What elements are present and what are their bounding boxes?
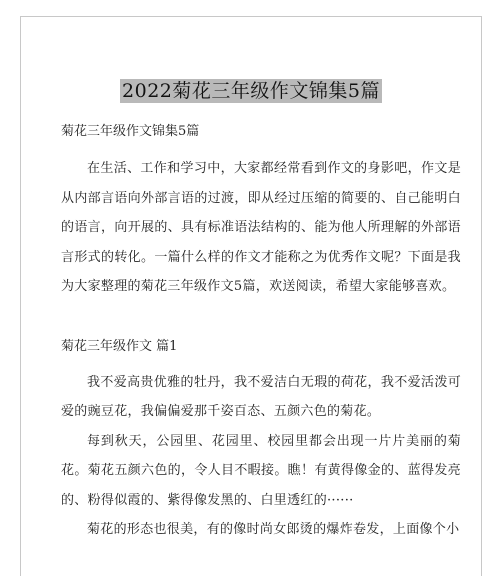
document-title: 2022菊花三年级作文锦集5篇 (122, 80, 380, 102)
document-body (61, 123, 461, 545)
essay1-heading: 菊花三年级作文 篇1 (61, 338, 178, 354)
essay1-paragraph-2: 每到秋天，公园里、花园里、校园里都会出现一片片美丽的菊花。菊花五颜六色的，令人目不暇接。瞧！有黄得像金的、蓝得发亮的、粉得似霞的、紫得像发黑的、白里透红的······ (61, 433, 461, 508)
title-container (21, 79, 481, 103)
intro-heading: 菊花三年级作文锦集5篇 (61, 124, 200, 139)
essay1-paragraph-3: 菊花的形态也很美，有的像时尚女郎烫的爆炸卷发，上面像个小 (87, 522, 460, 537)
intro-paragraph: 在生活、工作和学习中，大家都经常看到作文的身影吧，作文是从内部言语向外部言语的过渡，即从经过压缩的简要的、自己能明白的语言，向开展的、具有标准语法结构的、能为他人所理解的外部语言形式的转化。一篇什么样的作文才能称之为优秀作文呢？下面是我为大家整理的菊花三年级作文5篇，欢送阅读，希望大家能够喜欢。 (61, 161, 461, 294)
essay1-paragraph-1: 我不爱高贵优雅的牡丹，我不爱洁白无瑕的荷花，我不爱活泼可爱的豌豆花，我偏偏爱那千姿百态、五颜六色的菊花。 (61, 374, 461, 419)
document-page (20, 16, 482, 576)
